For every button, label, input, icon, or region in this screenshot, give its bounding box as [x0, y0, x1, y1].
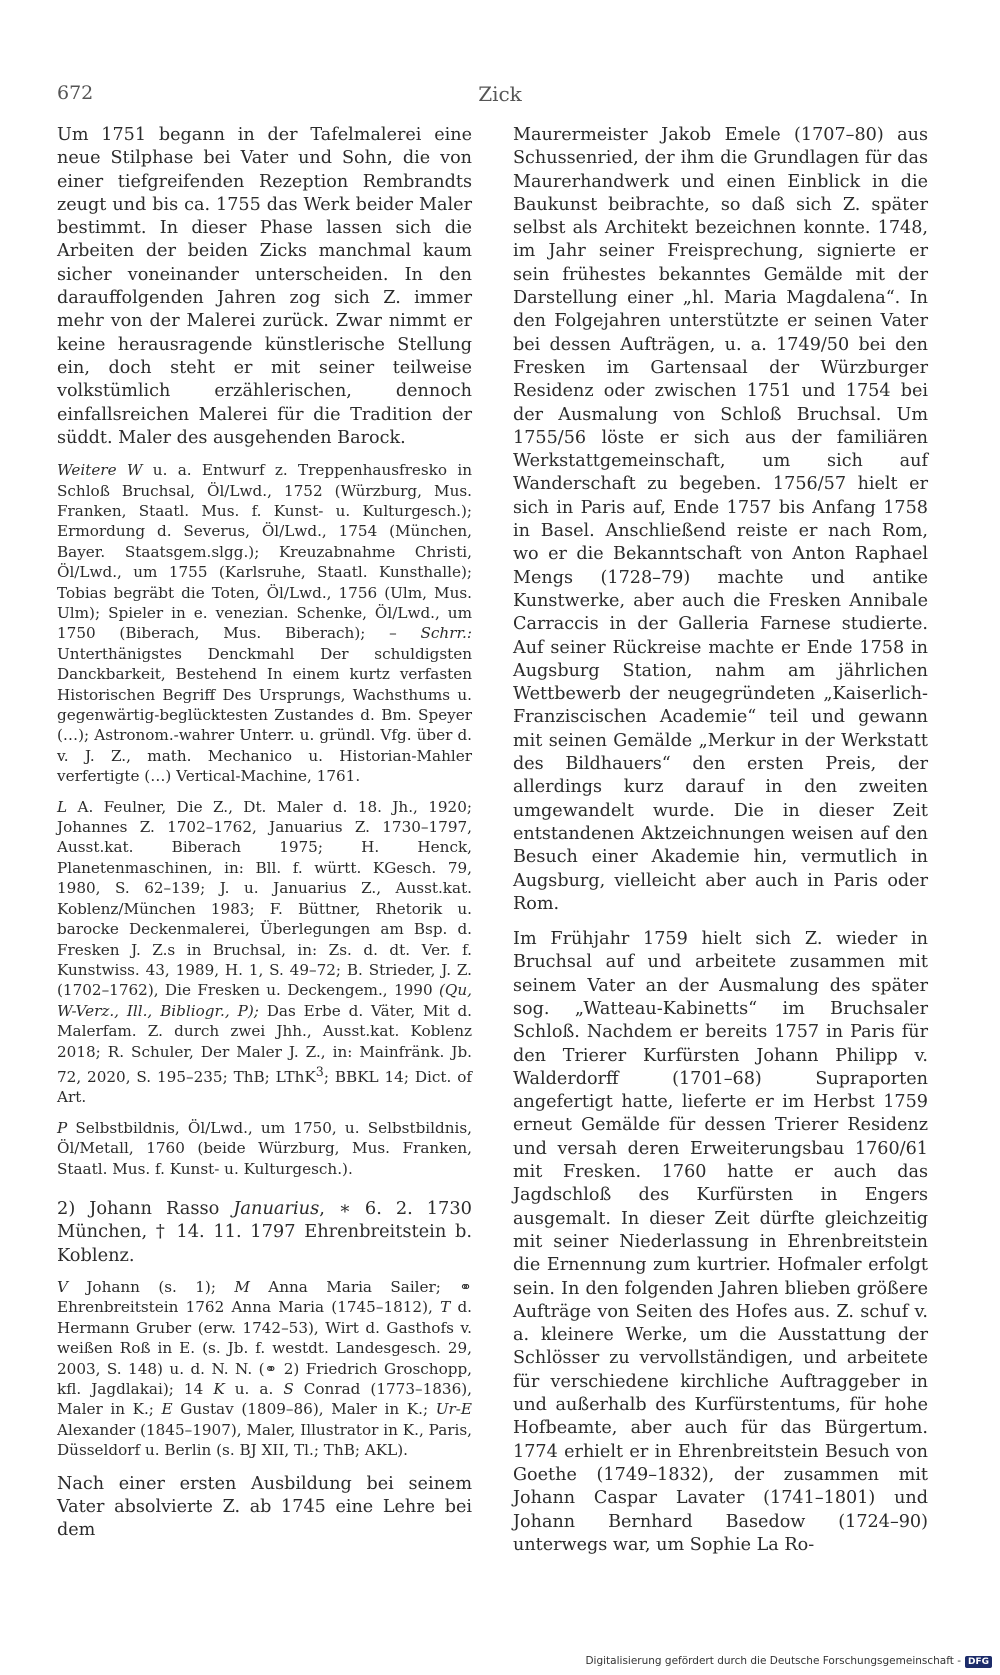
literature-italic: (Qu, W-Verz., Ill., Bibliogr., P); — [57, 981, 472, 1020]
portraits-text: Selbstbildnis, Öl/Lwd., um 1750, u. Selbstbildnis, Öl/Metall, 1760 (beide Würzburg, Mus. Franken, Staatl. Mus. f. Kunst- u. Kulturgesch.). — [57, 1118, 472, 1178]
portraits-label: P — [57, 1118, 68, 1137]
family-label-t: T — [440, 1298, 451, 1317]
paragraph-wanderschaft: Maurermeister Jakob Emele (1707–80) aus Schussenried, der ihm die Grundlagen für das Maurerhandwerk und einen Einblick in die Baukunst beibrachte, so daß sich Z. später selbst als Architekt bezeichnen konnte. 1748, im Jahr seiner Freisprechung, signierte er sein frühestes bekanntes Gemälde mit der Darstellung einer „hl. Maria Magdalena“. In den Folgejahren unterstützte er seinen Vater bei dessen Aufträgen, u. a. 1749/50 bei den Fresken im Gartensaal der Würzburger Residenz oder zwischen 1751 und 1754 bei der Ausmalung von Schloß Bruchsal. Um 1755/56 löste er sich aus der familiären Werkstattgemeinschaft, um sich auf Wanderschaft zu begeben. 1756/57 hielt er sich in Paris auf, Ende 1757 bis Anfang 1758 in Basel. Anschließend reiste er nach Rom, wo er die Bekanntschaft von Anton Raphael Mengs (1728–79) machte und antike Kunstwerke, aber auch die Fresken Annibale Carraccis in der Galleria Farnese studierte. Auf seiner Rückreise machte er Ende 1758 in Augsburg Station, nahm am jährlichen Wettbewerb der neugegründeten „Kaiserlich-Franziscischen Academie“ teil und gewann mit seinen Gemälde „Merkur in der Werkstatt des Bildhauers“ den ersten Preis, der allerdings kurz darauf in den zweiten umgewandelt wurde. Die in dieser Zeit entstandenen Aktzeichnungen weisen auf den Besuch einer Akademie hin, vermutlich in Augsburg, vielleicht aber auch in Paris oder Rom. — [513, 125, 928, 914]
family-label-ure: Ur-E — [435, 1400, 472, 1419]
family-text-6: Gustav (1809–86), Maler in K.; — [172, 1400, 436, 1419]
funding-footer — [585, 1655, 992, 1668]
running-head: Zick — [478, 82, 522, 106]
literature-text-c: ; BBKL 14; Dict. of Art. — [57, 1068, 472, 1107]
family-label-k: K — [213, 1379, 225, 1398]
footer-text: Digitalisierung gefördert durch die Deutsche Forschungsgemeinschaft - — [585, 1655, 961, 1667]
family-text-2: Anna Maria Sailer; ⚭ Ehrenbreitstein 1762 Anna Maria (1745–1812), — [57, 1277, 472, 1317]
dfg-logo: DFG — [965, 1656, 992, 1668]
family-label-m: M — [234, 1277, 250, 1296]
literature-list — [57, 797, 472, 1108]
writings-text: Unterthänigstes Denckmahl Der schuldigsten Danckbarkeit, Bestehend In einem kurtz verfasten Historischen Begriff Des Ursprungs, Wachsthums u. gegenwärtig-beglücktesten Zustandes d. Bm. Speyer (…); Astronom.-wahrer Unterr. u. gründl. Vfg. über d. v. J. Z., math. Mechanico u. Historian-Mahler verfertigte (…) Vertical-Machine, 1761. — [57, 644, 472, 786]
family-text-1: Johann (s. 1); — [67, 1277, 235, 1296]
writings-label: Schrr.: — [420, 624, 472, 643]
family-text-4: u. a. — [224, 1379, 284, 1398]
literature-label: L — [57, 797, 68, 816]
works-list — [57, 460, 472, 787]
family-label-e: E — [161, 1400, 173, 1419]
entry-heading-januarius — [57, 1197, 472, 1267]
right-column — [513, 124, 928, 1557]
heading-text-a: 2) Johann Rasso — [57, 1198, 234, 1220]
left-column — [57, 124, 472, 1542]
family-text-7: Alexander (1845–1907), Maler, Illustrator in K., Paris, Düsseldorf u. Berlin (s. BJ XII, Tl.; ThB; AKL). — [57, 1420, 472, 1460]
portraits-list — [57, 1118, 472, 1179]
page-number: 672 — [57, 82, 94, 104]
literature-text-b: Das Erbe d. Väter, Mit d. Malerfam. Z. durch zwei Jhh., Ausst.kat. Koblenz 2018; R. Schuler, Der Maler J. Z., in: Mainfränk. Jb. 72, 2020, S. 195–235; ThB; LThK — [57, 1001, 472, 1086]
works-label: Weitere W — [57, 461, 143, 480]
paragraph-ausbildung: Nach einer ersten Ausbildung bei seinem Vater absolvierte Z. ab 1745 eine Lehre bei dem — [57, 1473, 472, 1541]
paragraph-stilphase: Um 1751 begann in der Tafelmalerei eine neue Stilphase bei Vater und Sohn, die von einer tiefgreifenden Rezeption Rembrandts zeugt und bis ca. 1755 das Werk beider Maler bestimmt. In dieser Phase lassen sich die Arbeiten der beiden Zicks manchmal kaum sicher voneinander unterscheiden. In den darauffolgenden Jahren zog sich Z. immer mehr von der Malerei zurück. Zwar nimmt er keine herausragende künstlerische Stellung ein, doch steht er mit seiner teilweise volkstümlich erzählerischen, dennoch einfallsreichen Malerei für die Tradition der süddt. Maler des ausgehenden Barock. — [57, 125, 472, 448]
family-text-5: Conrad (1773–1836), Maler in K.; — [57, 1379, 472, 1419]
family-info — [57, 1277, 472, 1461]
works-text: u. a. Entwurf z. Treppenhausfresko in Schloß Bruchsal, Öl/Lwd., 1752 (Würzburg, Mus. Franken, Staatl. Mus. f. Kunst- u. Kulturgesch.); Ermordung d. Severus, Öl/Lwd., 1754 (München, Bayer. Staatsgem.slgg.); Kreuzabnahme Christi, Öl/Lwd., um 1755 (Karlsruhe, Staatl. Kunsthalle); Tobias begräbt die Toten, Öl/Lwd., 1756 (Ulm, Mus. Ulm); Spieler in e. venezian. Schenke, Öl/Lwd., um 1750 (Biberach, Mus. Biberach); – — [57, 461, 472, 643]
family-label-s: S — [283, 1379, 294, 1398]
literature-text-a: A. Feulner, Die Z., Dt. Maler d. 18. Jh., 1920; Johannes Z. 1702–1762, Januarius Z. 1730–1797, Ausst.kat. Biberach 1975; H. Henck, Planetenmaschinen, in: Bll. f. württ. KGesch. 79, 1980, S. 62–139; J. u. Januarius Z., Ausst.kat. Koblenz/München 1983; F. Büttner, Rhetorik u. barocke Deckenmalerei, Überlegungen am Bsp. d. Fresken J. Z.s in Bruchsal, in: Zs. d. dt. Ver. f. Kunstwiss. 43, 1989, H. 1, S. 49–72; B. Strieder, J. Z. (1702–1762), Die Fresken u. Deckengem., 1990 — [57, 797, 472, 1000]
family-text-3: d. Hermann Gruber (erw. 1742–53), Wirt d. Gasthofs v. weißen Roß in E. (s. Jb. f. westdt. Landesgesch. 29, 2003, S. 148) u. d. N. N. (⚭ 2) Friedrich Groschopp, kfl. Jagdlakai); 14 — [57, 1298, 472, 1398]
heading-italic-name: Januarius — [233, 1198, 320, 1220]
literature-superscript: 3 — [315, 1063, 324, 1079]
heading-text-b: , ∗ 6. 2. 1730 München, † 14. 11. 1797 Ehrenbreitstein b. Koblenz. — [57, 1198, 472, 1266]
family-label-v: V — [57, 1277, 68, 1296]
paragraph-fruehjahr-1759: Im Frühjahr 1759 hielt sich Z. wieder in Bruchsal auf und arbeitete zusammen mit seinem Vater an der Ausmalung des später sog. „Watteau-Kabinetts“ im Bruchsaler Schloß. Nachdem er bereits 1757 in Paris für den Trierer Kurfürsten Johann Philipp v. Walderdorff (1701–68) Supraporten angefertigt hatte, lieferte er im Herbst 1759 erneut Gemälde für dessen Trierer Residenz und versah deren Erweiterungsbau 1760/61 mit Fresken. 1760 hatte er auch das Jagdschloß des Kurfürsten in Engers ausgemalt. In dieser Zeit dürfte gleichzeitig mit seiner Niederlassung in Ehrenbreitstein die Ernennung zum kurtrier. Hofmaler erfolgt sein. In den folgenden Jahren blieben größere Aufträge von Seiten des Hofes aus. Z. schuf v. a. kleinere Werke, um die Ausstattung der Schlösser zu vervollständigen, und arbeitete für verschiedene kirchliche Auftraggeber in und außerhalb des Kurfürstentums, für hohe Hofbeamte, aber auch für das Bürgertum. 1774 erhielt er in Ehrenbreitstein Besuch von Goethe (1749–1832), der zusammen mit Johann Caspar Lavater (1741–1801) und Johann Bernhard Basedow (1724–90) unterwegs war, um Sophie La Ro- — [513, 929, 928, 1555]
